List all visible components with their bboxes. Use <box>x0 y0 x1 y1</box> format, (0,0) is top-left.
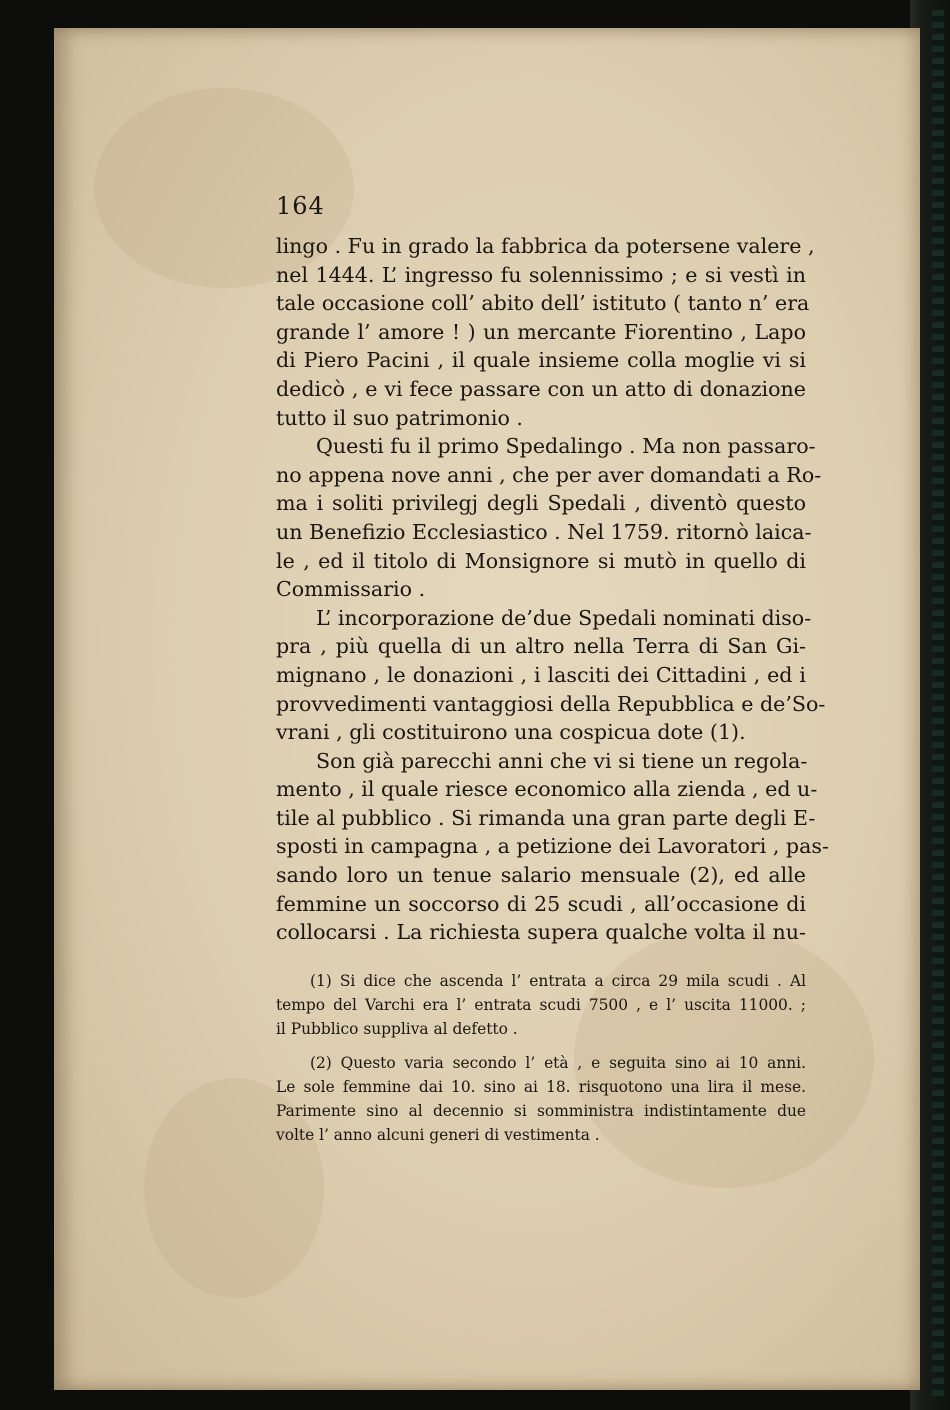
body-line: vrani , gli costituirono una cospicua dote (1). <box>276 720 746 745</box>
body-line: grande l’ amore ! ) un mercante Fiorentino , Lapo <box>276 319 806 344</box>
binding-threads <box>932 10 944 1400</box>
footnote-line: tempo del Varchi era l’ entrata scudi 7500 , e l’ uscita 11000. ; <box>276 995 806 1014</box>
body-line: le , ed il titolo di Monsignore si mutò in quello di <box>276 548 806 573</box>
body-line: mignano , le donazioni , i lasciti dei Cittadini , ed i <box>276 662 806 687</box>
body-line: collocarsi . La richiesta supera qualche volta il nu- <box>276 920 806 945</box>
body-line: Son già parecchi anni che vi si tiene un regola- <box>316 748 808 773</box>
body-line: sando loro un tenue salario mensuale (2), ed alle <box>276 863 806 888</box>
body-line: un Benefizio Ecclesiastico . Nel 1759. ritornò laica- <box>276 519 812 544</box>
printed-text-block <box>276 188 829 1147</box>
footnote-gap <box>276 1041 806 1051</box>
body-line: pra , più quella di un altro nella Terra di San Gi- <box>276 634 806 659</box>
footnotes <box>276 969 806 1147</box>
body-line: di Piero Pacini , il quale insieme colla moglie vi si <box>276 348 806 373</box>
body-line: tale occasione coll’ abito dell’ istituto ( tanto n’ era <box>276 291 810 316</box>
footnote-line: (2) Questo varia secondo l’ età , e seguita sino ai 10 anni. <box>310 1053 806 1072</box>
body-line: sposti in campagna , a petizione dei Lavoratori , pas- <box>276 834 829 859</box>
page-number: 164 <box>276 192 325 220</box>
body-line: L’ incorporazione de’due Spedali nominati diso- <box>316 605 812 630</box>
body-line: lingo . Fu in grado la fabbrica da potersene valere , <box>276 234 815 258</box>
body-line: nel 1444. L’ ingresso fu solennissimo ; e si vestì in <box>276 262 806 287</box>
body-line: ma i soliti privilegj degli Spedali , diventò questo <box>276 491 806 516</box>
body-line: no appena nove anni , che per aver domandati a Ro- <box>276 462 822 487</box>
footnote-line: il Pubblico suppliva al defetto . <box>276 1019 518 1038</box>
body-line: provvedimenti vantaggiosi della Repubblica e de’So- <box>276 691 826 716</box>
body-line: tutto il suo patrimonio . <box>276 405 523 430</box>
body-line: dedicò , e vi fece passare con un atto di donazione <box>276 376 806 401</box>
footnote-line: (1) Si dice che ascenda l’ entrata a circa 29 mila scudi . Al <box>310 971 806 990</box>
body-text <box>276 232 829 947</box>
body-line: tile al pubblico . Si rimanda una gran parte degli E- <box>276 805 816 830</box>
footnote-line: Parimente sino al decennio si somministra indistintamente due <box>276 1101 806 1120</box>
body-line: Commissario . <box>276 577 426 602</box>
footnote-line: Le sole femmine dai 10. sino ai 18. risquotono una lira il mese. <box>276 1077 806 1096</box>
body-line: mento , il quale riesce economico alla zienda , ed u- <box>276 777 818 802</box>
footnote-line: volte l’ anno alcuni generi di vestimenta . <box>276 1125 600 1144</box>
body-line: femmine un soccorso di 25 scudi , all’occasione di <box>276 891 806 916</box>
body-line: Questi fu il primo Spedalingo . Ma non passaro- <box>316 434 816 459</box>
